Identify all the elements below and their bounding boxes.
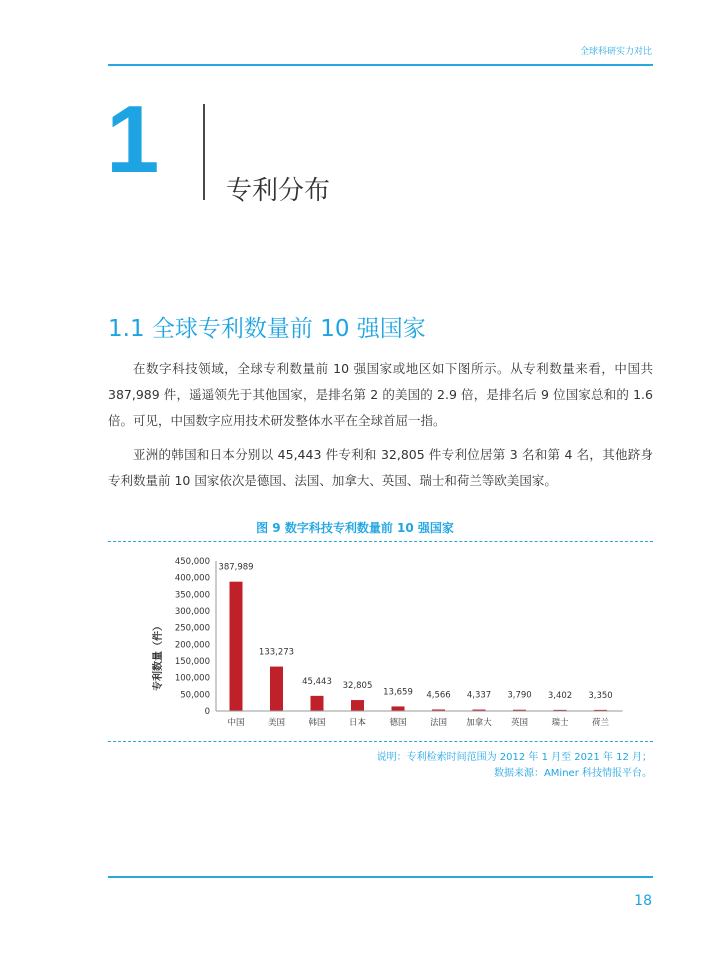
data-label: 4,337 [466,690,492,701]
chapter-title: 专利分布 [226,176,331,206]
x-tick-label: 日本 [348,718,367,728]
figure-source: 数据来源：AMiner 科技情报平台。 [493,768,652,779]
data-label: 3,402 [547,690,573,701]
data-label: 387,989 [218,562,254,573]
x-tick-label: 英国 [510,718,529,728]
x-tick-label: 韩国 [308,718,326,728]
figure-caption: 图 9 数字科技专利数量前 10 强国家 [256,521,454,535]
data-label: 4,566 [426,690,451,701]
figure-note: 说明：专利检索时间范围为 2012 年 1 月至 2021 年 12 月； [376,752,652,763]
bar [311,696,324,711]
chapter-number: 1 [106,86,160,193]
figure-bottom-rule [108,741,653,742]
bar [392,706,405,711]
data-label: 45,443 [302,676,332,687]
x-tick-label: 瑞士 [551,718,569,728]
y-tick-label: 400,000 [174,573,210,584]
x-tick-label: 法国 [429,718,448,728]
bar [351,700,364,711]
data-label: 13,659 [383,687,413,698]
x-axis [216,711,623,728]
x-tick-label: 中国 [227,718,245,728]
bar [270,667,283,711]
x-tick-label: 荷兰 [591,718,610,728]
y-tick-label: 200,000 [174,640,210,651]
y-tick-label: 450,000 [174,557,210,567]
footer-rule [108,876,653,878]
x-tick-label: 加拿大 [466,718,492,728]
x-tick-label: 德国 [389,718,407,728]
y-axis [175,557,216,717]
figure-top-rule [108,541,653,542]
bar [230,582,243,711]
y-tick-label: 150,000 [174,657,210,667]
data-label: 32,805 [342,681,373,692]
section-heading: 1.1 全球专利数量前 10 强国家 [108,316,426,342]
data-label: 3,790 [507,690,532,701]
data-label: 3,350 [588,690,613,701]
y-tick-label: 50,000 [180,690,210,701]
y-tick-label: 350,000 [174,590,210,601]
x-tick-label: 美国 [267,718,286,728]
running-header: 全球科研实力对比 [579,47,652,57]
y-tick-label: 300,000 [174,607,210,617]
bar-chart [108,548,653,738]
chapter-divider [203,104,205,200]
body-paragraph: 亚洲的韩国和日本分别以 45,443 件专利和 32,805 件专利位居第 3 名和第 4 名，其他跻身专利数量前 10 国家依次是德国、法国、加拿大、英国、瑞士和荷兰等欧美国家。 [108,447,653,488]
page-number: 18 [634,893,652,909]
bar-group [218,563,612,711]
y-tick-label: 100,000 [174,673,210,684]
y-axis-label: 专利数量（件） [153,621,164,691]
header-rule [108,64,653,66]
y-tick-label: 250,000 [174,623,210,634]
data-label: 133,273 [258,647,295,658]
y-tick-label: 0 [204,707,210,717]
body-paragraph: 在数字科技领域，全球专利数量前 10 强国家或地区如下图所示。从专利数量来看，中国共 387,989 件，遥遥领先于其他国家，是排名第 2 的美国的 2.9 倍，是排名后 9 位国家总和的 1.6 倍。可见，中国数字应用技术研发整体水平在全球首屈一指。 [108,361,653,428]
